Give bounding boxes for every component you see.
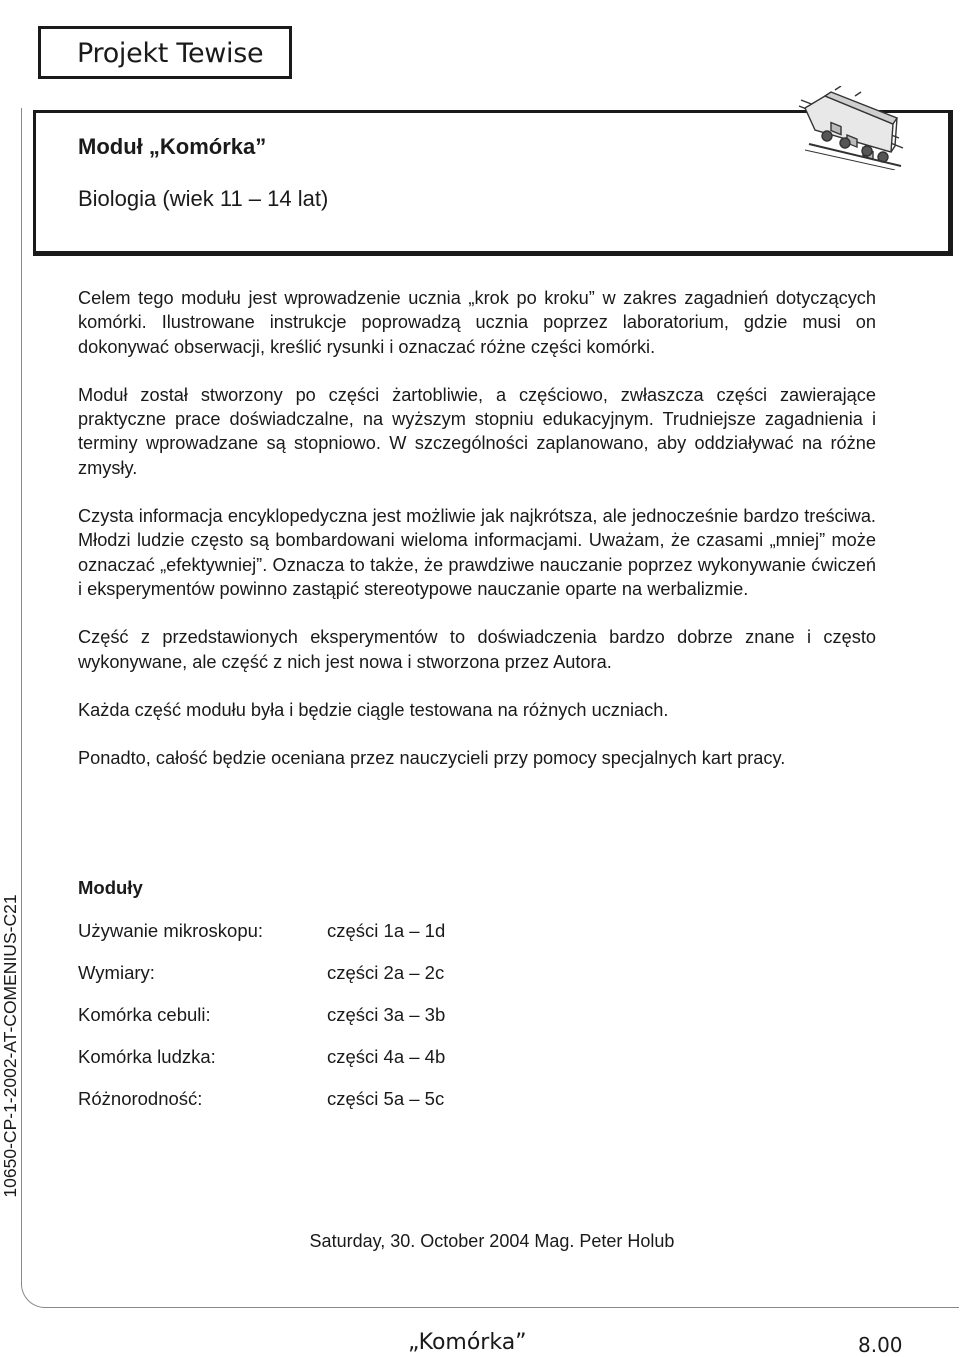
paragraph-1: Celem tego modułu jest wprowadzenie ucznia „krok po kroku” w zakres zagadnień dotyczących komórki. Ilustrowane instrukcje poprowadzą ucznia poprzez laboratorium, gdzie musi on dokonywać obserwacji, kreślić rysunki i oznaczać różne części komórki. bbox=[78, 288, 876, 357]
paragraph-6: Ponadto, całość będzie oceniana przez nauczycieli przy pomocy specjalnych kart pracy. bbox=[78, 748, 786, 769]
project-label-box bbox=[38, 26, 292, 79]
paragraph-3: Czysta informacja encyklopedyczna jest możliwie jak najkrótsza, ale jednocześnie bardzo treściwa. Młodzi ludzie często są bombardowani wieloma informacjami. Uważam, że czasami „mniej” może oznaczać „efektywniej”. Oznacza to także, że prawdziwe nauczanie poprzez wykonywanie ćwiczeń i eksperymentów powinno zastąpić stereotypowe nauczanie oparte na werbalizmie. bbox=[78, 506, 876, 599]
module-subject: Biologia (wiek 11 – 14 lat) bbox=[78, 186, 329, 211]
module-parts: części 1a – 1d bbox=[327, 920, 446, 941]
footer-date-author: Saturday, 30. October 2004 Mag. Peter Holub bbox=[309, 1231, 675, 1251]
paragraph-4: Część z przedstawionych eksperymentów to doświadczenia bardzo dobrze znane i często wykonywane, ale część z nich jest nowa i stworzona przez Autora. bbox=[78, 627, 876, 672]
page-number: 8.00 bbox=[858, 1333, 903, 1357]
side-code: 10650-CP-1-2002-AT-COMENIUS-C21 bbox=[0, 894, 20, 1198]
footer-page-title: „Komórka” bbox=[408, 1330, 527, 1355]
module-name: Różnorodność: bbox=[78, 1088, 203, 1109]
module-parts: części 4a – 4b bbox=[327, 1046, 446, 1067]
module-title: Moduł „Komórka” bbox=[78, 134, 267, 159]
project-label: Projekt Tewise bbox=[77, 38, 264, 69]
module-parts: części 3a – 3b bbox=[327, 1004, 446, 1025]
module-parts: części 5a – 5c bbox=[327, 1088, 445, 1109]
modules-heading: Moduły bbox=[78, 877, 143, 898]
module-name: Komórka ludzka: bbox=[78, 1046, 216, 1067]
paragraph-5: Każda część modułu była i będzie ciągle testowana na różnych uczniach. bbox=[78, 699, 669, 720]
module-name: Wymiary: bbox=[78, 962, 155, 983]
module-name: Używanie mikroskopu: bbox=[78, 920, 264, 941]
intro-text bbox=[78, 286, 876, 794]
train-illustration-icon bbox=[795, 86, 907, 170]
module-name: Komórka cebuli: bbox=[78, 1004, 211, 1025]
paragraph-2: Moduł został stworzony po części żartobliwie, a częściowo, zwłaszcza części zawierające praktyczne prace doświadczalne, na wyższym stopniu edukacyjnym. Trudniejsze zagadnienia i terminy wprowadzane są stopniowo. W szczególności zaplanowano, aby oddziaływać na różne zmysły. bbox=[78, 384, 876, 478]
module-parts: części 2a – 2c bbox=[327, 962, 445, 983]
